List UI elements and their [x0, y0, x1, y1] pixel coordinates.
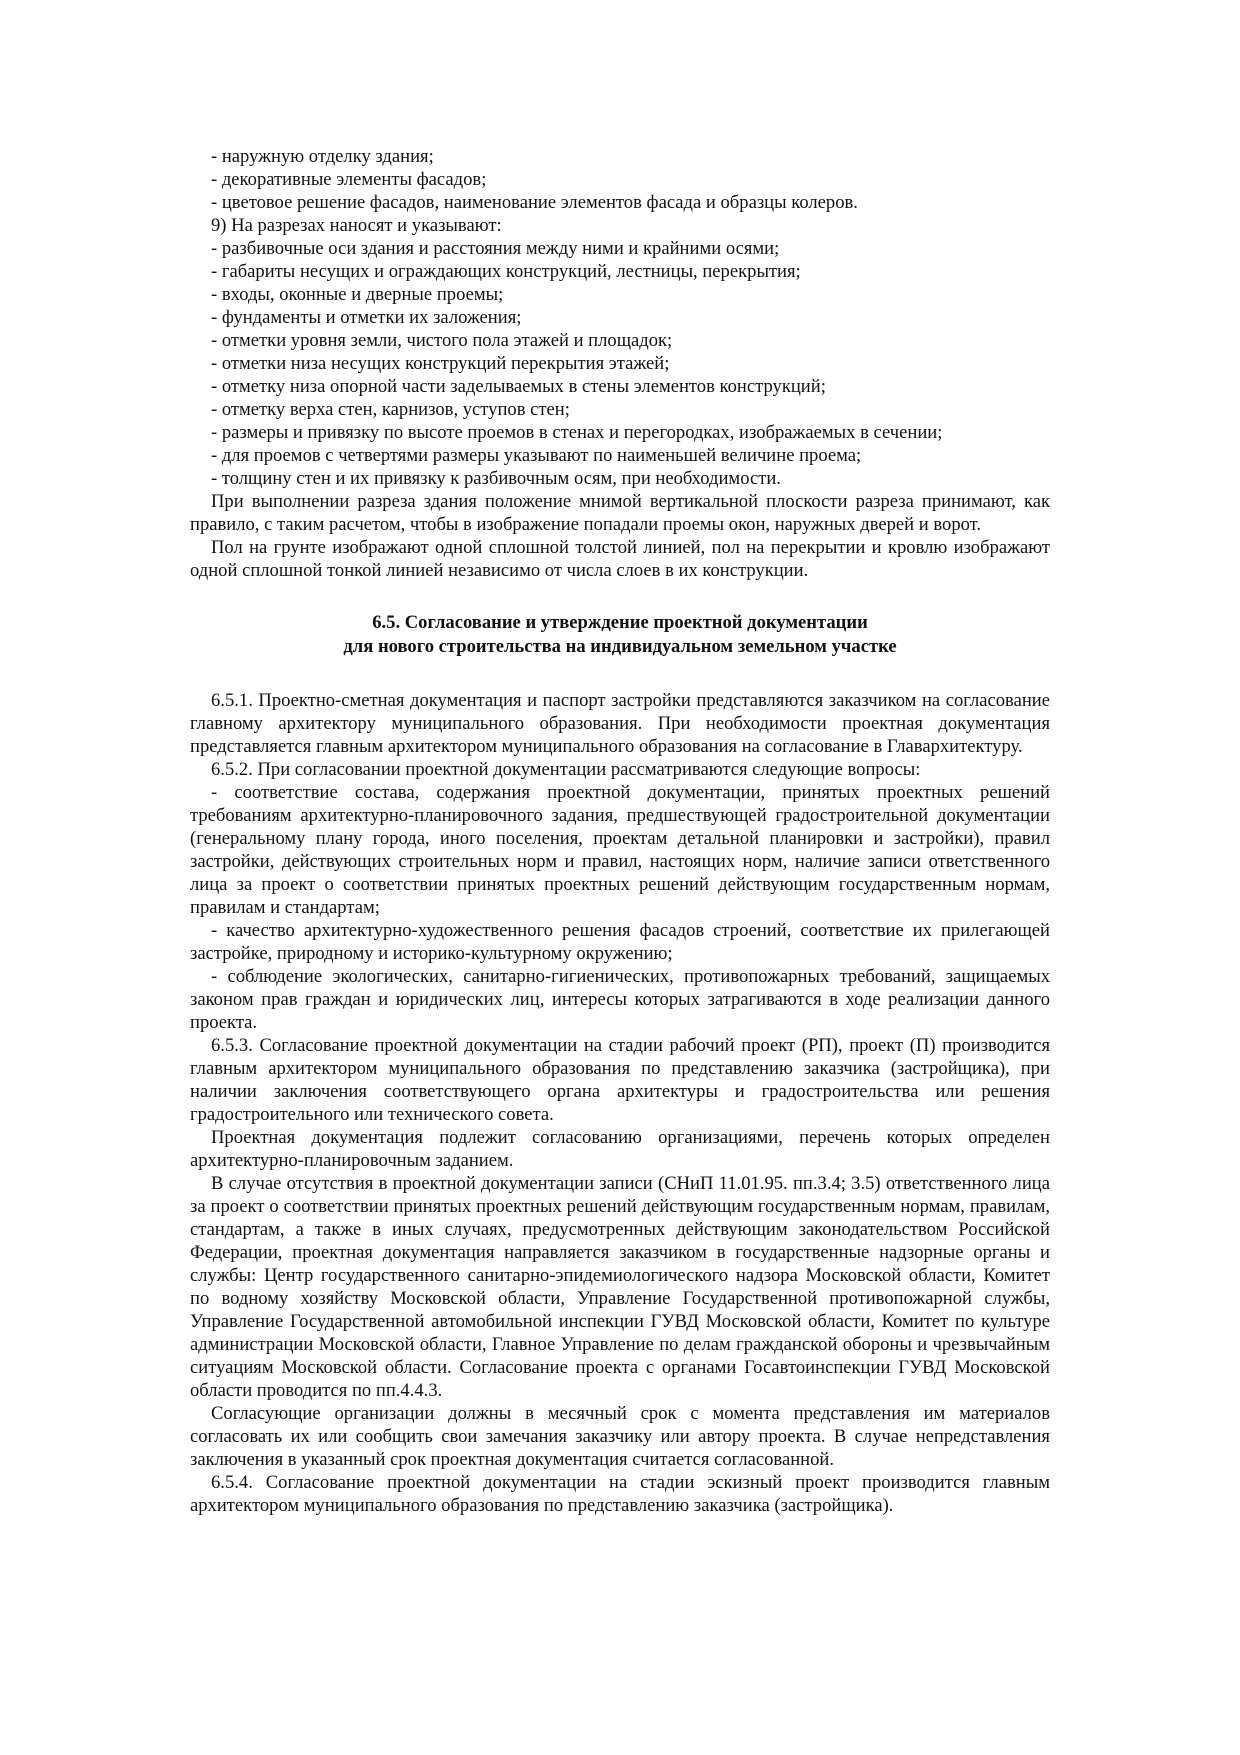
list-item: 9) На разрезах наносят и указывают:	[211, 215, 502, 236]
paragraph: Пол на грунте изображают одной сплошной толстой линией, пол на перекрытии и кровлю изображают одной сплошной тонкой линией независимо от числа слоев в их конструкции.	[190, 537, 1050, 581]
list-item: - отметку низа опорной части заделываемых в стены элементов конструкций;	[211, 376, 826, 397]
list-item: - разбивочные оси здания и расстояния между ними и крайними осями;	[211, 238, 780, 259]
paragraph: Согласующие организации должны в месячный срок с момента представления им материалов согласовать их или сообщить свои замечания заказчику или автору проекта. В случае непредставления заключения в указанный срок проектная документация считается согласованной.	[190, 1403, 1050, 1470]
list-item: - отметки низа несущих конструкций перекрытия этажей;	[211, 353, 670, 374]
list-item: - декоративные элементы фасадов;	[211, 169, 487, 190]
section-heading	[190, 611, 1050, 659]
paragraph: 6.5.4. Согласование проектной документации на стадии эскизный проект производится главным архитектором муниципального образования по представлению заказчика (застройщика).	[190, 1472, 1050, 1516]
paragraph: 6.5.2. При согласовании проектной документации рассматриваются следующие вопросы:	[211, 759, 921, 780]
list-item: - толщину стен и их привязку к разбивочным осям, при необходимости.	[211, 468, 781, 489]
document-page	[190, 145, 1050, 1517]
list-item: - входы, оконные и дверные проемы;	[211, 284, 504, 305]
paragraph: - соответствие состава, содержания проектной документации, принятых проектных решений требованиям архитектурно-планировочного задания, предшествующей градостроительной документации (генеральному плану города, иного поселения, проектам детальной планировки и застройки), правил застройки, действующих строительных норм и правил, настоящих норм, наличие записи ответственного лица за проект о соответствии принятых проектных решений действующим государственным нормам, правилам и стандартам;	[190, 782, 1050, 918]
section-heading-line-2: для нового строительства на индивидуальном земельном участке	[343, 636, 897, 657]
list-item: - фундаменты и отметки их заложения;	[211, 307, 522, 328]
paragraph: 6.5.3. Согласование проектной документации на стадии рабочий проект (РП), проект (П) производится главным архитектором муниципального образования по представлению заказчика (застройщика), при наличии заключения соответствующего органа архитектуры и градостроительства или решения градостроительного или технического совета.	[190, 1035, 1050, 1125]
paragraph: - качество архитектурно-художественного решения фасадов строений, соответствие их прилегающей застройке, природному и историко-культурному окружению;	[190, 920, 1050, 964]
list-item: - цветовое решение фасадов, наименование элементов фасада и образцы колеров.	[211, 192, 858, 213]
list-item: - отметку верха стен, карнизов, уступов стен;	[211, 399, 570, 420]
list-item: - отметки уровня земли, чистого пола этажей и площадок;	[211, 330, 673, 351]
list-item: - габариты несущих и ограждающих конструкций, лестницы, перекрытия;	[211, 261, 801, 282]
section-heading-line-1: 6.5. Согласование и утверждение проектной документации	[372, 612, 868, 633]
list-item: - для проемов с четвертями размеры указывают по наименьшей величине проема;	[211, 445, 862, 466]
paragraph: Проектная документация подлежит согласованию организациями, перечень которых определен архитектурно-планировочным заданием.	[190, 1127, 1050, 1171]
list-item: - размеры и привязку по высоте проемов в стенах и перегородках, изображаемых в сечении;	[211, 422, 943, 443]
list-item: - наружную отделку здания;	[211, 146, 434, 167]
paragraph: В случае отсутствия в проектной документации записи (СНиП 11.01.95. пп.3.4; 3.5) ответственного лица за проект о соответствии принятых проектных решений действующим государственным нормам, правилам, стандартам, а также в иных случаях, предусмотренных действующим законодательством Российской Федерации, проектная документация направляется заказчиком в государственные надзорные органы и службы: Центр государственного санитарно-эпидемиологического надзора Московской области, Комитет по водному хозяйству Московской области, Управление Государственной противопожарной службы, Управление Государственной автомобильной инспекции ГУВД Московской области, Комитет по культуре администрации Московской области, Главное Управление по делам гражданской обороны и чрезвычайным ситуациям Московской области. Согласование проекта с органами Госавтоинспекции ГУВД Московской области проводится по пп.4.4.3.	[190, 1173, 1050, 1401]
paragraph: При выполнении разреза здания положение мнимой вертикальной плоскости разреза принимают, как правило, с таким расчетом, чтобы в изображение попадали проемы окон, наружных дверей и ворот.	[190, 491, 1050, 535]
paragraph: - соблюдение экологических, санитарно-гигиенических, противопожарных требований, защищаемых законом прав граждан и юридических лиц, интересы которых затрагиваются в ходе реализации данного проекта.	[190, 966, 1050, 1033]
paragraph: 6.5.1. Проектно-сметная документация и паспорт застройки представляются заказчиком на согласование главному архитектору муниципального образования. При необходимости проектная документация представляется главным архитектором муниципального образования на согласование в Главархитектуру.	[190, 690, 1050, 757]
